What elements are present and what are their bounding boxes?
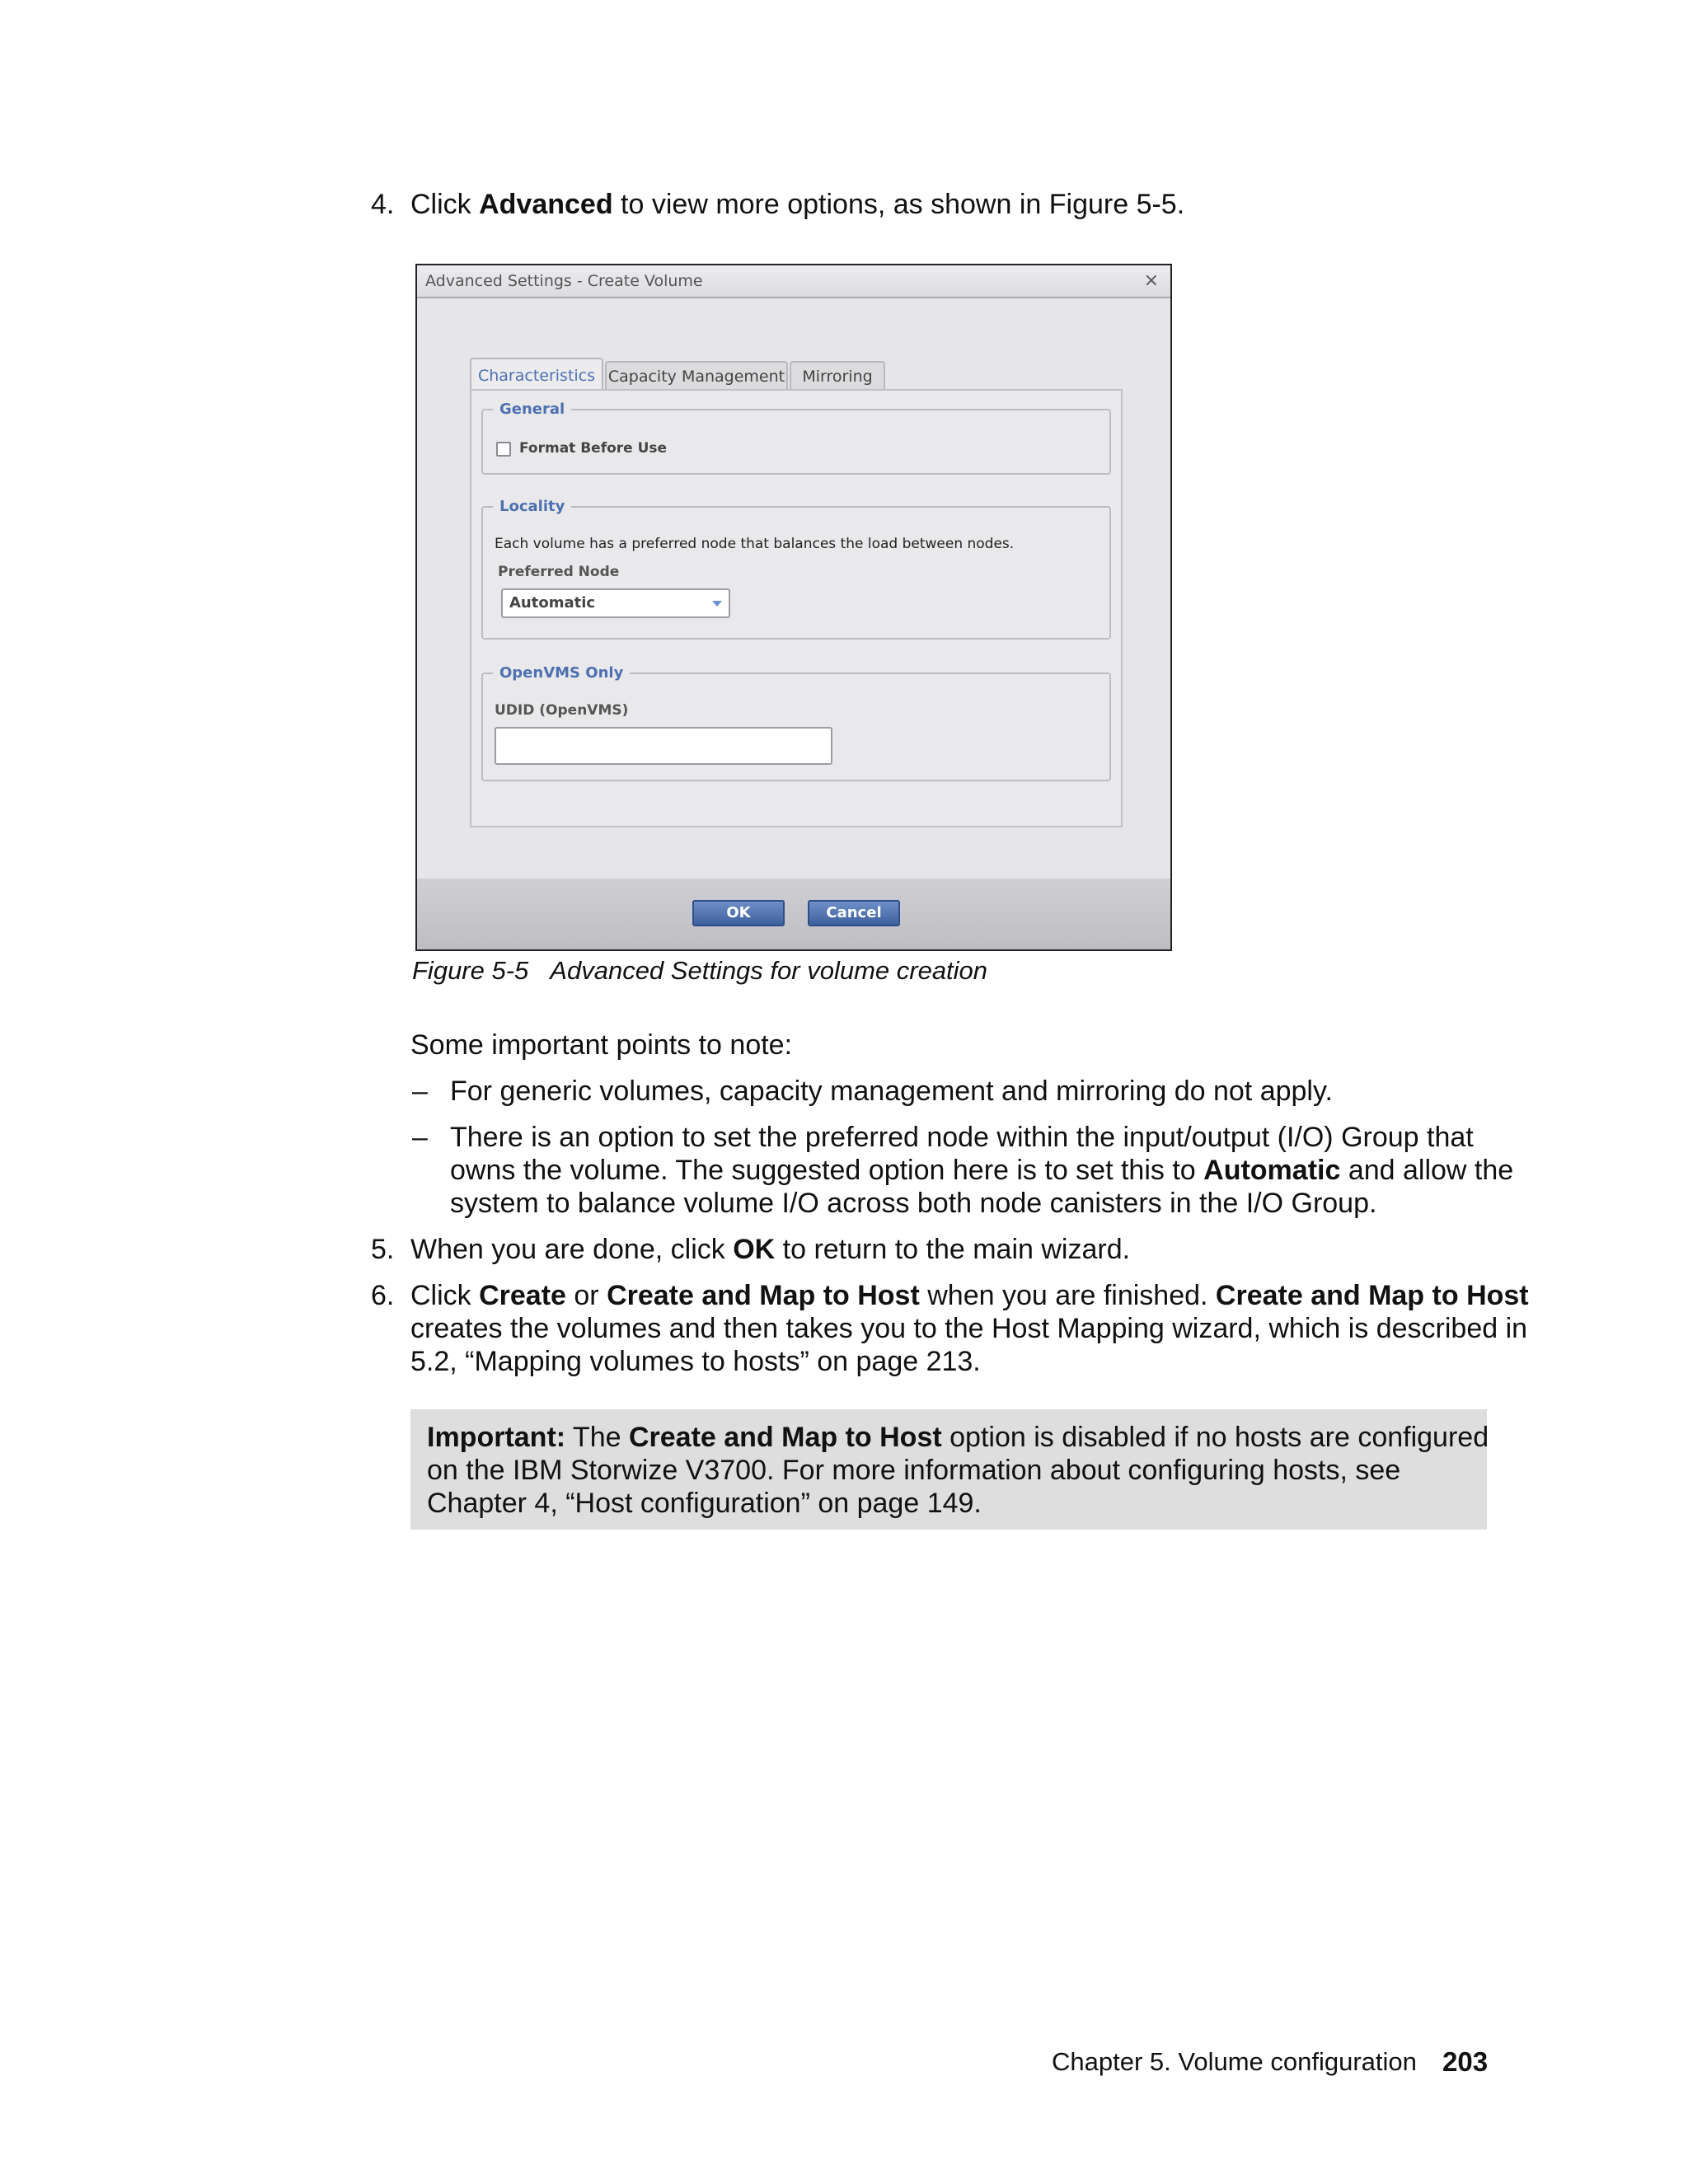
text: to view more options, as shown in Figure 5-5. [612,189,1185,220]
preferred-node-label: Preferred Node [498,564,620,580]
bold-text: Advanced [479,189,613,220]
figure-caption [412,956,987,986]
locality-description: Each volume has a preferred node that balances the load between nodes. [495,536,1015,552]
important-label: Important: [427,1422,566,1453]
bold-text: Create [479,1280,566,1311]
udid-label: UDID (OpenVMS) [495,702,629,719]
bullet-dash: – [412,1076,428,1107]
figure-caption-text: Advanced Settings for volume creation [550,956,988,985]
locality-legend: Locality [499,498,565,515]
tab-panel [470,389,1123,827]
bold-text: Create and Map to Host [628,1422,942,1453]
chapter-footer: Chapter 5. Volume configuration [1052,2047,1417,2076]
bullet-2-line-3: system to balance volume I/O across both node canisters in the I/O Group. [450,1188,1377,1219]
step-number: 5. [371,1234,395,1265]
bold-text: Create and Map to Host [607,1280,920,1311]
bold-text: Automatic [1203,1155,1341,1186]
text: The [565,1422,629,1453]
udid-input[interactable] [495,727,832,765]
tab-characteristics[interactable]: Characteristics [470,358,603,391]
advanced-settings-dialog [415,264,1172,951]
general-group [481,401,1111,475]
step-number: 4. [371,189,395,220]
bullet-dash: – [412,1122,428,1153]
step-4-text [410,188,1184,221]
preferred-node-select[interactable] [501,588,730,618]
cancel-button[interactable]: Cancel [808,900,900,926]
preferred-node-value: Automatic [509,594,596,612]
figure-label: Figure 5-5 [412,956,529,985]
ok-button[interactable]: OK [692,900,785,926]
step-6-line-3: 5.2, “Mapping volumes to hosts” on page 213. [410,1346,981,1377]
dialog-title-bar [417,265,1170,298]
format-before-use-label: Format Before Use [519,440,668,457]
text: and allow the [1340,1155,1514,1186]
important-callout [410,1409,1487,1530]
step-6-line-2: creates the volumes and then takes you to the Host Mapping wizard, which is described in [410,1313,1528,1344]
text: Click [410,189,480,220]
close-icon[interactable]: × [1143,270,1159,291]
bullet-1: For generic volumes, capacity management and mirroring do not apply. [450,1076,1333,1107]
bold-text: OK [733,1234,776,1265]
notes-intro: Some important points to note: [410,1029,793,1061]
openvms-legend: OpenVMS Only [499,664,624,682]
text: when you are finished. [919,1280,1216,1311]
step-5-text [410,1233,1130,1266]
text: or [565,1280,607,1311]
dialog-footer [417,879,1170,949]
important-line-3: Chapter 4, “Host configuration” on page 149. [427,1488,982,1519]
text: owns the volume. The suggested option here is to set this to [450,1155,1204,1186]
tab-mirroring[interactable]: Mirroring [790,361,885,391]
general-legend: General [499,401,565,418]
step-number: 6. [371,1280,395,1311]
dialog-title: Advanced Settings - Create Volume [425,272,703,290]
bullet-2-line-2 [450,1154,1513,1187]
step-6-line-1 [410,1279,1529,1312]
important-line-1 [427,1421,1489,1454]
tab-capacity-management[interactable]: Capacity Management [605,361,788,391]
bullet-2-line-1: There is an option to set the preferred node within the input/output (I/O) Group that [450,1122,1474,1153]
important-line-2: on the IBM Storwize V3700. For more information about configuring hosts, see [427,1455,1401,1486]
bold-text: Create and Map to Host [1215,1280,1529,1311]
chevron-down-icon [712,601,722,607]
format-before-use-checkbox[interactable] [496,442,511,457]
text: option is disabled if no hosts are configured [941,1422,1489,1453]
text: Click [410,1280,480,1311]
text: to return to the main wizard. [775,1234,1131,1265]
page-number: 203 [1442,2046,1489,2077]
text: When you are done, click [410,1234,734,1265]
